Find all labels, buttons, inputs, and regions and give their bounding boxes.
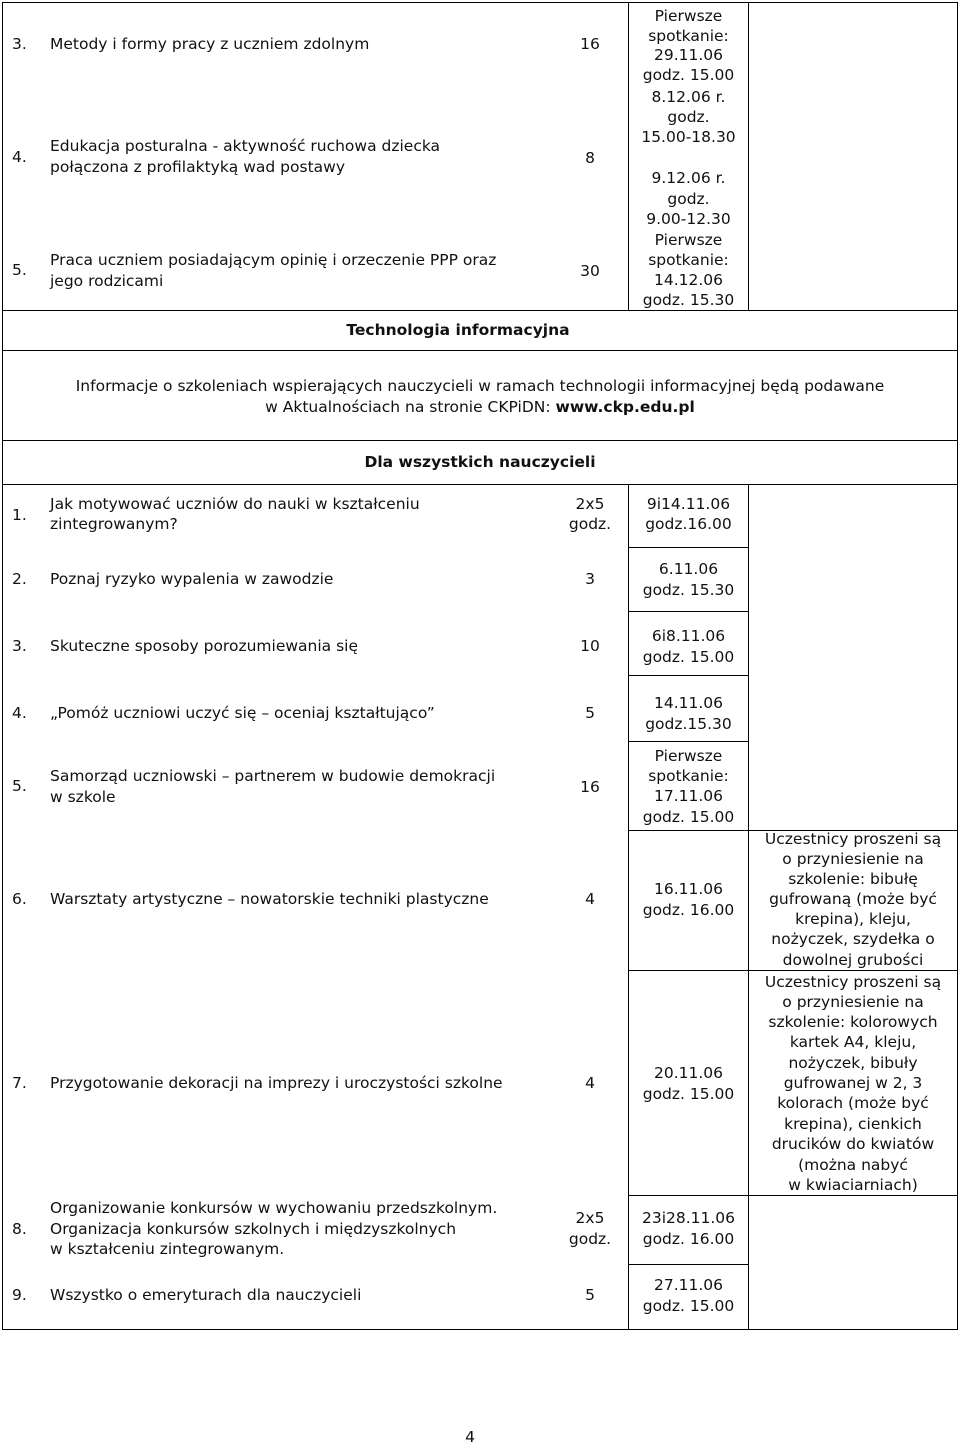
date-text: 15.00-18.30 <box>641 128 736 146</box>
course-hours: 4 <box>585 1074 595 1092</box>
it-info-line: Informacje o szkoleniach wspierających nauczycieli w ramach technologii informacyjnej będą podawane <box>75 377 885 395</box>
course-title: „Pomóż uczniowi uczyć się – oceniaj kształtująco” <box>50 704 435 722</box>
course-title: Metody i formy pracy z uczniem zdolnym <box>50 35 370 53</box>
row-number: 6. <box>12 890 27 908</box>
row-number: 5. <box>12 777 27 795</box>
note-line: kartek A4, kleju, <box>789 1033 917 1051</box>
date-text: godz. <box>667 108 710 126</box>
course-title: Praca uczniem posiadającym opinię i orzeczenie PPP oraz <box>50 251 497 269</box>
course-date: 6i8.11.06 <box>651 627 726 645</box>
table-border-bottom <box>2 1329 958 1330</box>
note-line: szkolenie: bibułę <box>788 870 918 888</box>
table-border-left <box>2 2 3 1330</box>
date-text: godz. 15.30 <box>642 291 735 309</box>
date-text: spotkanie: <box>648 27 729 45</box>
course-title: Skuteczne sposoby porozumiewania się <box>50 637 359 655</box>
course-title: Organizowanie konkursów w wychowaniu przedszkolnym. <box>50 1199 498 1217</box>
course-hours: 16 <box>580 778 600 796</box>
course-hours: 16 <box>580 35 600 53</box>
course-date: 17.11.06 <box>653 787 724 805</box>
date-row-sep <box>628 675 748 676</box>
course-date: 9i14.11.06 <box>646 495 731 513</box>
note-line: gufrowaną (może być <box>769 890 937 908</box>
course-title: jego rodzicami <box>50 272 164 290</box>
note-line: gufrowanej w 2, 3 <box>783 1074 923 1092</box>
note-line: w kwiaciarniach) <box>788 1176 918 1194</box>
row-number: 2. <box>12 570 27 588</box>
course-title: zintegrowanym? <box>50 515 178 533</box>
course-date: godz.16.00 <box>645 515 732 533</box>
course-hours: 2x5 <box>575 1209 605 1227</box>
course-hours: 4 <box>585 890 595 908</box>
course-hours: 30 <box>580 262 600 280</box>
course-title: Organizacja konkursów szkolnych i międzyszkolnych <box>50 1220 457 1238</box>
course-date: Pierwsze <box>654 747 723 765</box>
section-heading-all: Dla wszystkich nauczycieli <box>364 453 596 471</box>
note-line: szkolenie: kolorowych <box>768 1013 938 1031</box>
course-hours: godz. <box>568 515 612 533</box>
course-date: 16.11.06 <box>653 880 724 898</box>
date-row-sep <box>628 970 748 971</box>
course-date: 14.11.06 <box>653 694 724 712</box>
note-line: o przyniesienie na <box>782 993 924 1011</box>
date-text: 9.00-12.30 <box>646 210 731 228</box>
row-number: 4. <box>12 704 27 722</box>
course-date: 20.11.06 <box>653 1064 724 1082</box>
it-info-separator <box>2 350 958 351</box>
course-hours: 3 <box>585 570 595 588</box>
it-heading-separator <box>2 310 958 311</box>
course-title: Jak motywować uczniów do nauki w kształceniu <box>50 495 420 513</box>
note-line: Uczestnicy proszeni są <box>764 830 942 848</box>
course-title: Przygotowanie dekoracji na imprezy i uroczystości szkolne <box>50 1074 503 1092</box>
ckp-website-link[interactable]: www.ckp.edu.pl <box>555 398 695 416</box>
date-text: Pierwsze <box>654 231 723 249</box>
section-heading-it: Technologia informacyjna <box>346 321 570 339</box>
course-hours: 5 <box>585 704 595 722</box>
note-line: krepina), cienkich <box>784 1115 922 1133</box>
course-date: godz. 15.30 <box>642 581 735 599</box>
note-line: drucików do kwiatów <box>771 1135 935 1153</box>
course-date: godz. 15.00 <box>642 1085 735 1103</box>
date-row-sep <box>628 611 748 612</box>
date-text: 14.12.06 <box>653 271 724 289</box>
row-number: 9. <box>12 1286 27 1304</box>
course-title: Edukacja posturalna - aktywność ruchowa dziecka <box>50 137 441 155</box>
row-number: 3. <box>12 35 27 53</box>
course-title: połączona z profilaktyką wad postawy <box>50 158 345 176</box>
row-number: 5. <box>12 261 27 279</box>
course-date: godz. 15.00 <box>642 808 735 826</box>
course-hours: 8 <box>585 149 595 167</box>
course-title: w kształceniu zintegrowanym. <box>50 1240 285 1258</box>
course-title: Poznaj ryzyko wypalenia w zawodzie <box>50 570 334 588</box>
note-line: nożyczek, szydełka o <box>771 930 935 948</box>
date-row-sep <box>628 547 748 548</box>
course-date: godz. 15.00 <box>642 1297 735 1315</box>
note-line: kolorach (może być <box>777 1094 929 1112</box>
course-date: spotkanie: <box>648 767 729 785</box>
course-hours: 10 <box>580 637 600 655</box>
course-date: 27.11.06 <box>653 1276 724 1294</box>
course-title: Warsztaty artystyczne – nowatorskie techniki plastyczne <box>50 890 489 908</box>
course-date: 23i28.11.06 <box>641 1209 736 1227</box>
course-date: godz.15.30 <box>645 715 732 733</box>
it-info-prefix: w Aktualnościach na stronie CKPiDN: <box>265 398 556 416</box>
top-note-divider <box>748 2 749 310</box>
page-number: 4 <box>465 1428 475 1446</box>
date-text: 9.12.06 r. <box>651 169 726 187</box>
date-text: 29.11.06 <box>653 46 724 64</box>
note-line: dowolnej grubości <box>782 951 924 969</box>
note-line: o przyniesienie na <box>782 850 924 868</box>
note-line: Uczestnicy proszeni są <box>764 973 942 991</box>
course-date: godz. 16.00 <box>642 901 735 919</box>
course-title: Wszystko o emeryturach dla nauczycieli <box>50 1286 362 1304</box>
date-row-sep <box>628 830 748 831</box>
course-date: 6.11.06 <box>658 560 719 578</box>
date-text: 8.12.06 r. <box>651 88 726 106</box>
all-heading-separator <box>2 440 958 441</box>
course-hours: 2x5 <box>575 495 605 513</box>
row-number: 3. <box>12 637 27 655</box>
course-title: Samorząd uczniowski – partnerem w budowie demokracji <box>50 767 496 785</box>
note-line: (można nabyć <box>798 1156 908 1174</box>
note-line: krepina), kleju, <box>795 910 911 928</box>
course-date: godz. 15.00 <box>642 648 735 666</box>
row-number: 4. <box>12 148 27 166</box>
row-number: 8. <box>12 1220 27 1238</box>
course-date: godz. 16.00 <box>642 1230 735 1248</box>
course-title: w szkole <box>50 788 116 806</box>
row-number: 1. <box>12 506 27 524</box>
row-number: 7. <box>12 1074 27 1092</box>
date-text: spotkanie: <box>648 251 729 269</box>
course-hours: 5 <box>585 1286 595 1304</box>
date-text: godz. 15.00 <box>642 66 735 84</box>
note-line: nożyczek, bibuły <box>788 1054 918 1072</box>
all-rows-separator <box>2 484 958 485</box>
date-text: godz. <box>667 190 710 208</box>
it-info-line-2 <box>2 397 958 418</box>
date-row-sep <box>628 741 748 742</box>
table-border-right <box>957 2 958 1330</box>
date-row-sep <box>628 1195 748 1196</box>
date-text: Pierwsze <box>654 7 723 25</box>
date-row-sep <box>628 1264 748 1265</box>
table-border-top <box>2 2 958 3</box>
course-hours: godz. <box>568 1230 612 1248</box>
